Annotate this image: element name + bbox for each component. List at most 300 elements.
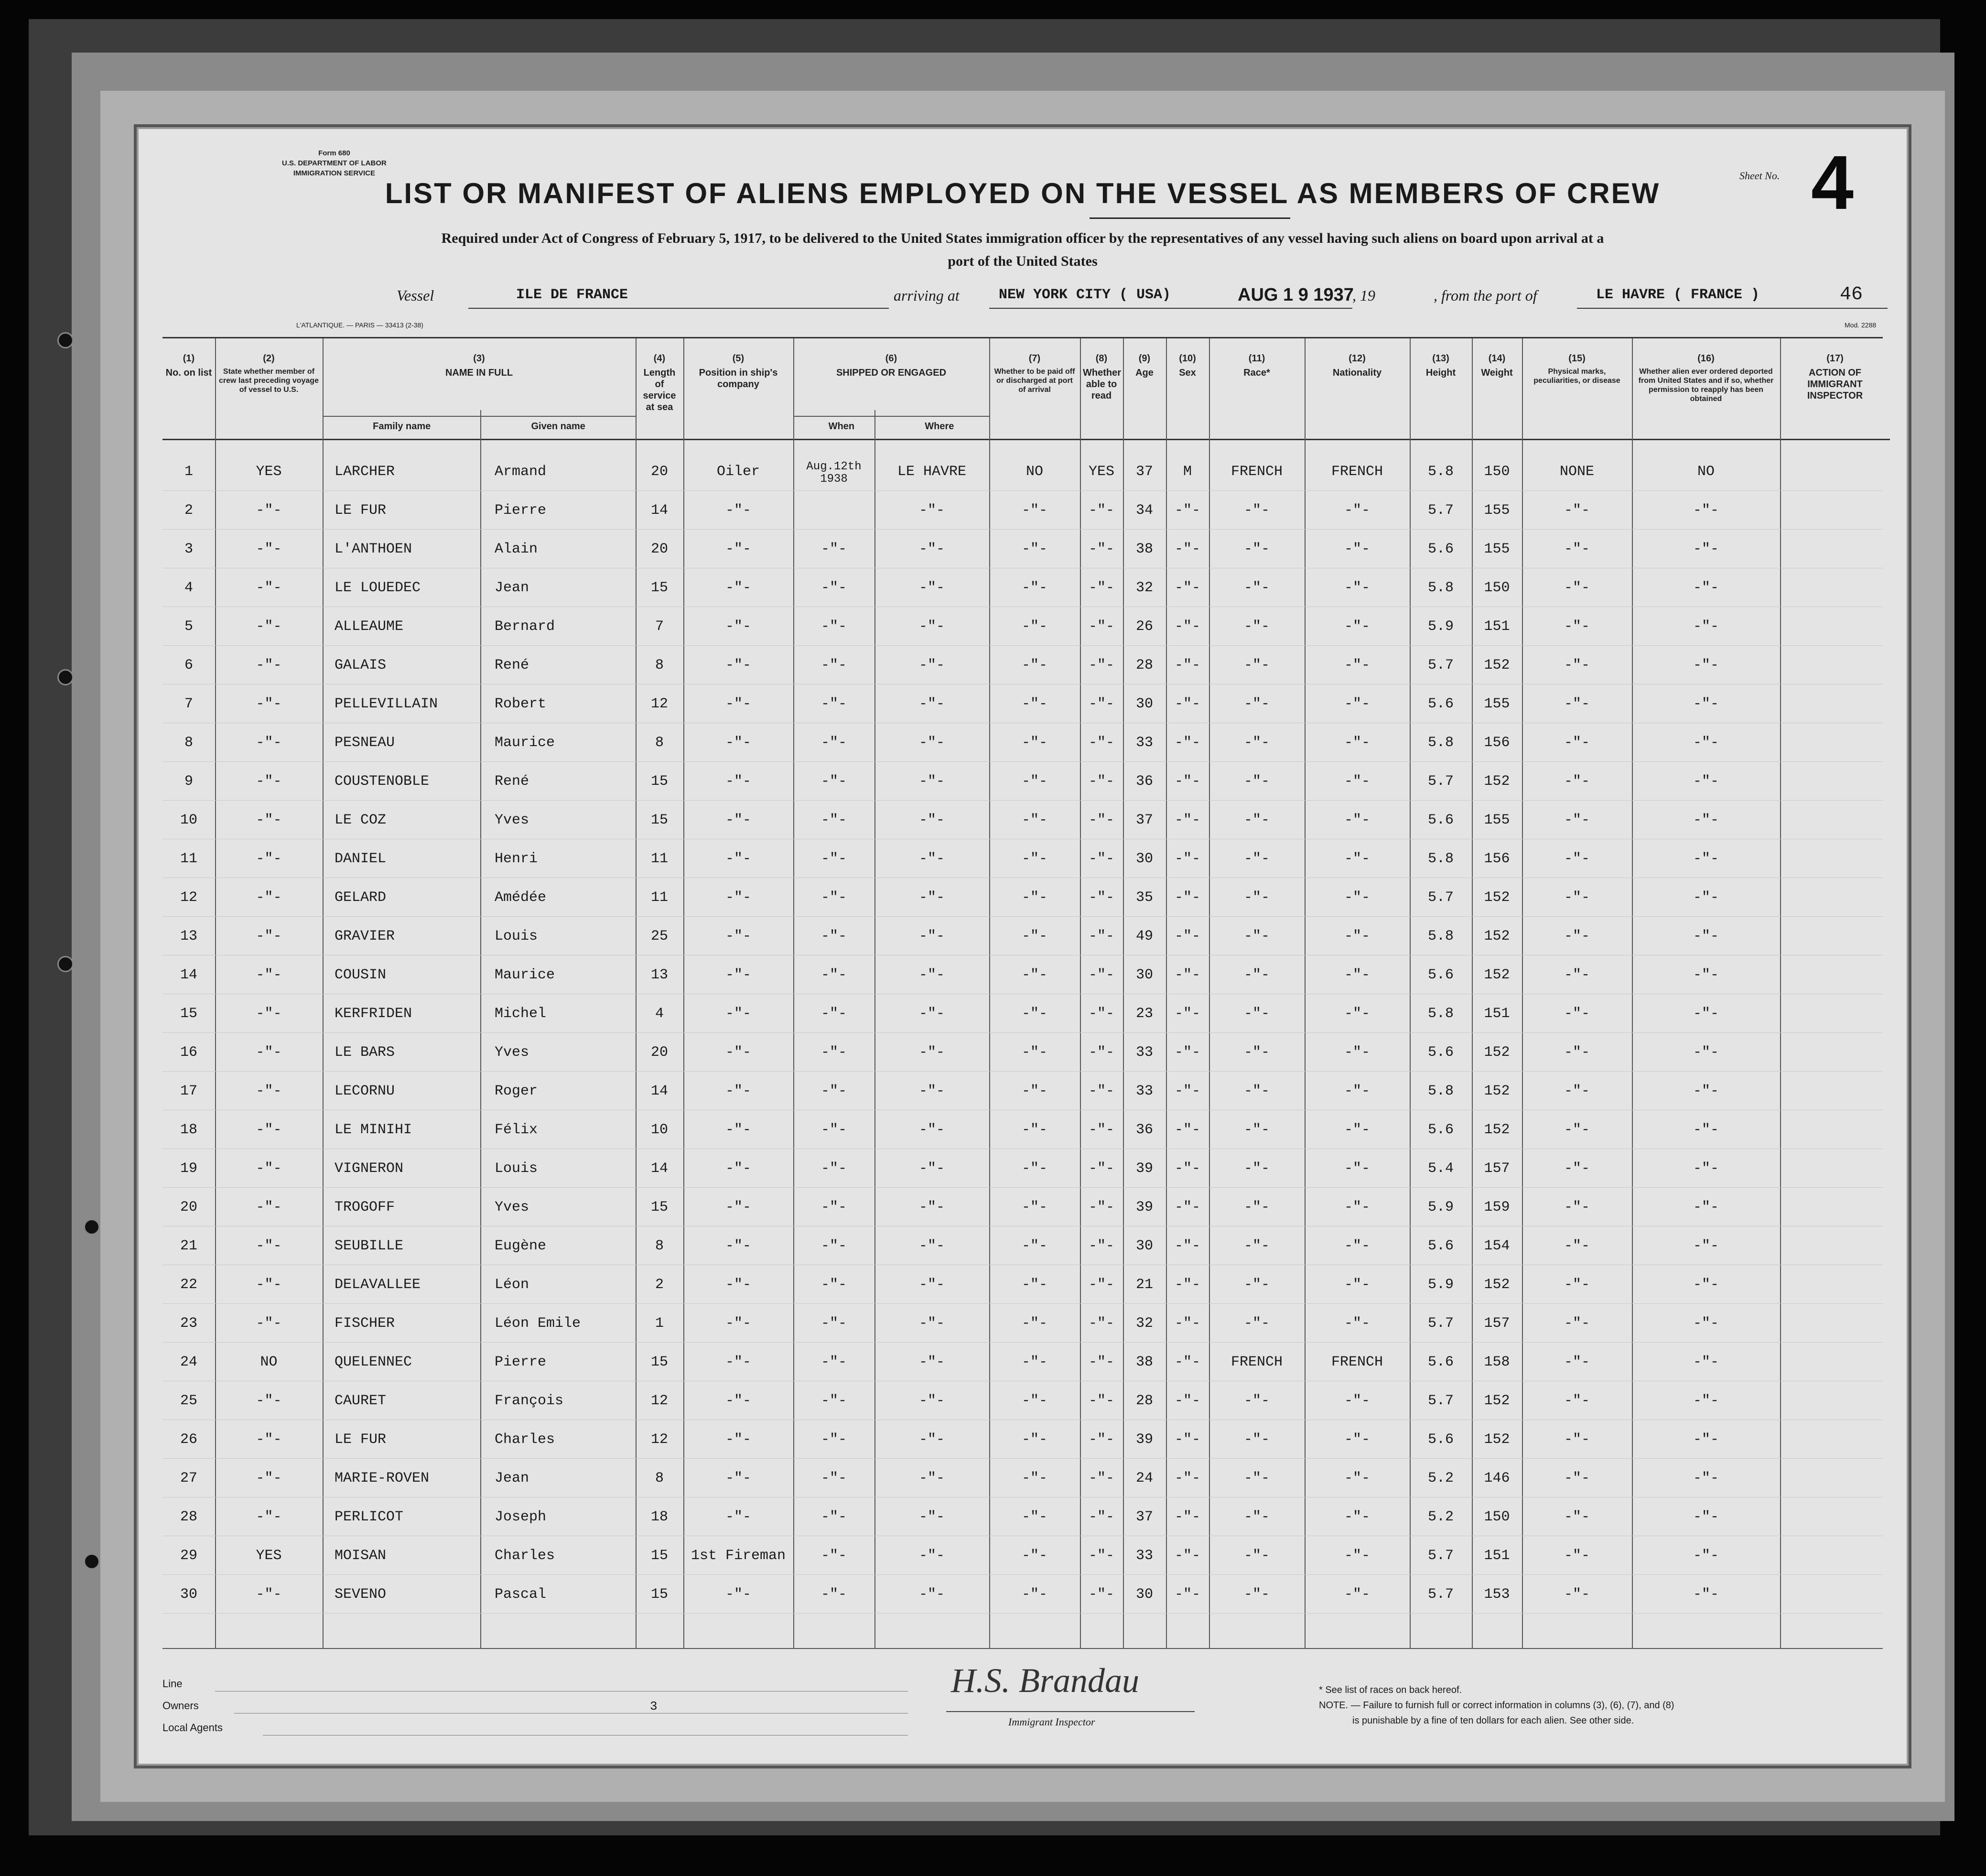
table-row xyxy=(162,1460,1883,1497)
cell-sex: -"- xyxy=(1174,1315,1200,1332)
cell-prev: -"- xyxy=(256,1006,282,1022)
column-number: (4) xyxy=(653,353,666,364)
column-sublabel: Family name xyxy=(373,421,431,432)
table-row xyxy=(162,1111,1883,1149)
table-row xyxy=(162,1421,1883,1459)
cell-race: FRENCH xyxy=(1230,464,1283,480)
cell-sex: -"- xyxy=(1174,696,1200,712)
punch-hole xyxy=(57,332,74,348)
column-header-10 xyxy=(1166,338,1209,440)
cell-weight: 156 xyxy=(1484,735,1510,751)
cell-marks: NONE xyxy=(1559,464,1594,480)
cell-given: Roger xyxy=(495,1083,538,1099)
cell-weight: 155 xyxy=(1484,541,1510,557)
cell-paid: -"- xyxy=(1021,1315,1047,1332)
cell-nat: -"- xyxy=(1344,1083,1370,1099)
year-label: , 19 xyxy=(1352,287,1375,304)
cell-weight: 150 xyxy=(1484,1509,1510,1525)
footer-labels xyxy=(162,1673,223,1739)
cell-given: Maurice xyxy=(495,735,555,751)
cell-service: 8 xyxy=(655,1470,664,1486)
cell-where: -"- xyxy=(918,1470,945,1486)
cell-prev: YES xyxy=(256,464,282,480)
cell-paid: -"- xyxy=(1021,541,1047,557)
cell-sex: -"- xyxy=(1174,657,1200,673)
column-label: SHIPPED OR ENGAGED xyxy=(836,368,947,378)
cell-family: PESNEAU xyxy=(335,735,395,751)
cell-marks: -"- xyxy=(1564,1393,1590,1409)
cell-service: 20 xyxy=(650,1044,668,1061)
cell-given: Jean xyxy=(495,1470,529,1486)
column-label: State whether member of crew last preceding voyage of vessel to U.S. xyxy=(219,368,319,394)
cell-deported: -"- xyxy=(1693,889,1719,906)
cell-prev: -"- xyxy=(256,1044,282,1061)
cell-weight: 152 xyxy=(1484,1122,1510,1138)
cell-given: Yves xyxy=(495,1044,529,1061)
column-header-17 xyxy=(1780,338,1890,440)
cell-where: -"- xyxy=(918,1354,945,1370)
column-header-7 xyxy=(989,338,1080,440)
cell-given: Armand xyxy=(495,464,547,480)
cell-nat: -"- xyxy=(1344,928,1370,944)
cell-when: -"- xyxy=(820,773,847,790)
sheet-label: Sheet No. xyxy=(1739,170,1780,182)
cell-nat: FRENCH xyxy=(1331,464,1383,480)
column-header-5 xyxy=(683,338,793,440)
cell-sex: -"- xyxy=(1174,1083,1200,1099)
cell-service: 15 xyxy=(650,1199,668,1215)
column-header-15 xyxy=(1522,338,1632,440)
cell-paid: -"- xyxy=(1021,1509,1047,1525)
cell-read: -"- xyxy=(1088,580,1114,596)
form-number: Form 680 xyxy=(318,149,350,157)
cell-when: -"- xyxy=(820,1315,847,1332)
cell-sex: -"- xyxy=(1174,1199,1200,1215)
arrival-date-stamp: AUG 1 9 1937 xyxy=(1238,285,1354,305)
column-label: Length of service at sea xyxy=(643,368,676,412)
cell-deported: -"- xyxy=(1693,580,1719,596)
cell-read: YES xyxy=(1088,464,1114,480)
cell-where: -"- xyxy=(918,657,945,673)
cell-read: -"- xyxy=(1088,1044,1114,1061)
cell-weight: 151 xyxy=(1484,618,1510,635)
cell-prev: NO xyxy=(260,1354,278,1370)
cell-no: 8 xyxy=(184,735,193,751)
cell-when: -"- xyxy=(820,541,847,557)
cell-height: 5.8 xyxy=(1427,735,1454,751)
cell-prev: -"- xyxy=(256,967,282,983)
title-underline xyxy=(1090,217,1290,219)
cell-prev: -"- xyxy=(256,1470,282,1486)
cell-no: 30 xyxy=(180,1586,197,1603)
cell-age: 33 xyxy=(1135,1083,1153,1099)
cell-nat: -"- xyxy=(1344,1006,1370,1022)
cell-race: -"- xyxy=(1243,735,1270,751)
cell-sex: -"- xyxy=(1174,928,1200,944)
cell-sex: -"- xyxy=(1174,812,1200,828)
cell-when: -"- xyxy=(820,1431,847,1448)
cell-read: -"- xyxy=(1088,812,1114,828)
cell-race: -"- xyxy=(1243,580,1270,596)
cell-no: 22 xyxy=(180,1277,197,1293)
cell-where: -"- xyxy=(918,541,945,557)
cell-read: -"- xyxy=(1088,1122,1114,1138)
cell-family: CAURET xyxy=(335,1393,387,1409)
cell-paid: -"- xyxy=(1021,618,1047,635)
cell-read: -"- xyxy=(1088,1006,1114,1022)
cell-no: 23 xyxy=(180,1315,197,1332)
cell-given: Bernard xyxy=(495,618,555,635)
cell-family: VIGNERON xyxy=(335,1160,404,1177)
cell-when: -"- xyxy=(820,1238,847,1254)
cell-marks: -"- xyxy=(1564,1509,1590,1525)
cell-where: -"- xyxy=(918,889,945,906)
cell-paid: -"- xyxy=(1021,1393,1047,1409)
cell-where: -"- xyxy=(918,1586,945,1603)
cell-height: 5.4 xyxy=(1427,1160,1454,1177)
cell-age: 28 xyxy=(1135,657,1153,673)
column-label: Whether able to read xyxy=(1083,368,1121,401)
cell-family: SEUBILLE xyxy=(335,1238,404,1254)
cell-race: -"- xyxy=(1243,1122,1270,1138)
cell-position: -"- xyxy=(725,1199,751,1215)
cell-where: -"- xyxy=(918,851,945,867)
cell-service: 8 xyxy=(655,657,664,673)
cell-when: -"- xyxy=(820,1277,847,1293)
cell-paid: -"- xyxy=(1021,696,1047,712)
cell-position: -"- xyxy=(725,1122,751,1138)
column-header-6 xyxy=(793,338,989,440)
cell-age: 30 xyxy=(1135,851,1153,867)
table-row xyxy=(162,1382,1883,1420)
cell-race: -"- xyxy=(1243,657,1270,673)
cell-sex: -"- xyxy=(1174,1586,1200,1603)
cell-age: 36 xyxy=(1135,1122,1153,1138)
cell-deported: -"- xyxy=(1693,1509,1719,1525)
cell-read: -"- xyxy=(1088,1160,1114,1177)
cell-given: Michel xyxy=(495,1006,547,1022)
cell-height: 5.6 xyxy=(1427,696,1454,712)
cell-race: -"- xyxy=(1243,1083,1270,1099)
table-row xyxy=(162,1305,1883,1343)
cell-where: -"- xyxy=(918,1083,945,1099)
cell-age: 34 xyxy=(1135,502,1153,519)
cell-sex: -"- xyxy=(1174,1431,1200,1448)
cell-paid: -"- xyxy=(1021,928,1047,944)
cell-weight: 151 xyxy=(1484,1548,1510,1564)
cell-read: -"- xyxy=(1088,1393,1114,1409)
cell-paid: -"- xyxy=(1021,1586,1047,1603)
cell-prev: -"- xyxy=(256,1277,282,1293)
cell-family: LE FUR xyxy=(335,502,387,519)
cell-paid: NO xyxy=(1025,464,1043,480)
cell-service: 4 xyxy=(655,1006,664,1022)
column-label: NAME IN FULL xyxy=(445,368,513,378)
cell-height: 5.8 xyxy=(1427,464,1454,480)
column-label: ACTION OF IMMIGRANT INSPECTOR xyxy=(1807,368,1863,401)
cell-age: 30 xyxy=(1135,967,1153,983)
cell-height: 5.6 xyxy=(1427,1238,1454,1254)
cell-service: 1 xyxy=(655,1315,664,1332)
cell-given: Joseph xyxy=(495,1509,547,1525)
cell-deported: -"- xyxy=(1693,1431,1719,1448)
cell-height: 5.2 xyxy=(1427,1509,1454,1525)
mod-mark: Mod. 2288 xyxy=(1845,321,1877,329)
cell-family: COUSTENOBLE xyxy=(335,773,430,790)
cell-sex: -"- xyxy=(1174,1509,1200,1525)
cell-paid: -"- xyxy=(1021,812,1047,828)
column-number: (11) xyxy=(1248,353,1265,364)
cell-position: -"- xyxy=(725,502,751,519)
cell-read: -"- xyxy=(1088,889,1114,906)
cell-prev: -"- xyxy=(256,1315,282,1332)
cell-weight: 151 xyxy=(1484,1006,1510,1022)
cell-where: -"- xyxy=(918,696,945,712)
cell-no: 7 xyxy=(184,696,193,712)
cell-race: -"- xyxy=(1243,1277,1270,1293)
column-label: Race* xyxy=(1243,368,1270,378)
cell-no: 17 xyxy=(180,1083,197,1099)
column-label: No. on list xyxy=(165,368,212,378)
cell-weight: 159 xyxy=(1484,1199,1510,1215)
cell-nat: -"- xyxy=(1344,1277,1370,1293)
cell-prev: YES xyxy=(256,1548,282,1564)
cell-prev: -"- xyxy=(256,812,282,828)
arrival-port: NEW YORK CITY ( USA) xyxy=(999,287,1171,303)
table-row xyxy=(162,724,1883,762)
cell-when: -"- xyxy=(820,1393,847,1409)
cell-nat: -"- xyxy=(1344,1470,1370,1486)
cell-height: 5.8 xyxy=(1427,1006,1454,1022)
cell-where: -"- xyxy=(918,1122,945,1138)
cell-marks: -"- xyxy=(1564,1044,1590,1061)
cell-family: KERFRIDEN xyxy=(335,1006,412,1022)
cell-nat: -"- xyxy=(1344,1586,1370,1603)
cell-service: 15 xyxy=(650,1548,668,1564)
cell-nat: -"- xyxy=(1344,1548,1370,1564)
cell-when: -"- xyxy=(820,1509,847,1525)
cell-when: -"- xyxy=(820,1354,847,1370)
cell-given: Yves xyxy=(495,1199,529,1215)
cell-position: -"- xyxy=(725,580,751,596)
cell-race: -"- xyxy=(1243,773,1270,790)
column-header-1 xyxy=(162,338,215,440)
cell-weight: 154 xyxy=(1484,1238,1510,1254)
cell-sex: M xyxy=(1183,464,1192,480)
cell-height: 5.9 xyxy=(1427,618,1454,635)
cell-sex: -"- xyxy=(1174,618,1200,635)
cell-weight: 156 xyxy=(1484,851,1510,867)
inspector-label: Immigrant Inspector xyxy=(1008,1716,1095,1728)
column-header-16 xyxy=(1632,338,1780,440)
cell-where: -"- xyxy=(918,967,945,983)
column-number: (14) xyxy=(1488,353,1506,364)
cell-family: MARIE-ROVEN xyxy=(335,1470,430,1486)
cell-race: -"- xyxy=(1243,1199,1270,1215)
cell-deported: -"- xyxy=(1693,851,1719,867)
cell-when: -"- xyxy=(820,1470,847,1486)
cell-position: -"- xyxy=(725,1431,751,1448)
cell-family: GALAIS xyxy=(335,657,387,673)
cell-weight: 155 xyxy=(1484,812,1510,828)
cell-paid: -"- xyxy=(1021,502,1047,519)
cell-no: 10 xyxy=(180,812,197,828)
cell-nat: FRENCH xyxy=(1331,1354,1383,1370)
column-sublabel: Where xyxy=(925,421,954,432)
cell-given: René xyxy=(495,657,529,673)
column-label: Weight xyxy=(1481,368,1513,378)
cell-service: 13 xyxy=(650,967,668,983)
cell-family: LE MINIHI xyxy=(335,1122,412,1138)
cell-position: -"- xyxy=(725,1470,751,1486)
cell-nat: -"- xyxy=(1344,580,1370,596)
column-label: Whether alien ever ordered deported from United States and if so, whether permission to reapply has been obtained xyxy=(1638,368,1774,403)
cell-where: -"- xyxy=(918,1509,945,1525)
punch-hole xyxy=(84,1553,100,1570)
cell-position: -"- xyxy=(725,967,751,983)
table-row xyxy=(162,1266,1883,1304)
cell-given: Eugène xyxy=(495,1238,547,1254)
cell-given: Léon xyxy=(495,1277,529,1293)
cell-nat: -"- xyxy=(1344,1160,1370,1177)
column-label: Sex xyxy=(1179,368,1196,378)
cell-height: 5.8 xyxy=(1427,1083,1454,1099)
cell-service: 14 xyxy=(650,502,668,519)
cell-paid: -"- xyxy=(1021,1548,1047,1564)
cell-height: 5.6 xyxy=(1427,1122,1454,1138)
cell-when: -"- xyxy=(820,1199,847,1215)
cell-where: -"- xyxy=(918,812,945,828)
cell-family: GELARD xyxy=(335,889,387,906)
inspector-signature: H.S. Brandau xyxy=(951,1661,1139,1700)
cell-family: MOISAN xyxy=(335,1548,387,1564)
cell-prev: -"- xyxy=(256,889,282,906)
cell-marks: -"- xyxy=(1564,502,1590,519)
cell-age: 26 xyxy=(1135,618,1153,635)
cell-read: -"- xyxy=(1088,773,1114,790)
cell-no: 26 xyxy=(180,1431,197,1448)
cell-nat: -"- xyxy=(1344,502,1370,519)
column-number: (8) xyxy=(1095,353,1108,364)
cell-weight: 152 xyxy=(1484,1393,1510,1409)
cell-family: LECORNU xyxy=(335,1083,395,1099)
cell-marks: -"- xyxy=(1564,851,1590,867)
cell-race: -"- xyxy=(1243,1509,1270,1525)
cell-family: QUELENNEC xyxy=(335,1354,412,1370)
cell-service: 12 xyxy=(650,1393,668,1409)
page-title: LIST OR MANIFEST OF ALIENS EMPLOYED ON THE VESSEL AS MEMBERS OF CREW xyxy=(385,177,1661,209)
cell-family: FISCHER xyxy=(335,1315,395,1332)
column-header-4 xyxy=(636,338,683,440)
cell-race: -"- xyxy=(1243,1238,1270,1254)
cell-when: -"- xyxy=(820,657,847,673)
cell-paid: -"- xyxy=(1021,1199,1047,1215)
cell-paid: -"- xyxy=(1021,1083,1047,1099)
column-header-14 xyxy=(1472,338,1522,440)
cell-nat: -"- xyxy=(1344,812,1370,828)
cell-race: -"- xyxy=(1243,889,1270,906)
cell-read: -"- xyxy=(1088,657,1114,673)
cell-position: -"- xyxy=(725,1315,751,1332)
cell-race: -"- xyxy=(1243,967,1270,983)
cell-position: -"- xyxy=(725,851,751,867)
table-row xyxy=(162,569,1883,607)
cell-sex: -"- xyxy=(1174,851,1200,867)
cell-weight: 157 xyxy=(1484,1315,1510,1332)
cell-read: -"- xyxy=(1088,1431,1114,1448)
underline xyxy=(468,308,889,309)
cell-age: 33 xyxy=(1135,735,1153,751)
cell-race: -"- xyxy=(1243,541,1270,557)
cell-marks: -"- xyxy=(1564,541,1590,557)
cell-age: 21 xyxy=(1135,1277,1153,1293)
cell-family: LE BARS xyxy=(335,1044,395,1061)
cell-deported: -"- xyxy=(1693,1238,1719,1254)
cell-marks: -"- xyxy=(1564,1199,1590,1215)
cell-when: -"- xyxy=(820,1586,847,1603)
cell-deported: -"- xyxy=(1693,1083,1719,1099)
cell-weight: 152 xyxy=(1484,1044,1510,1061)
cell-race: -"- xyxy=(1243,1470,1270,1486)
cell-given: Yves xyxy=(495,812,529,828)
column-label: Nationality xyxy=(1332,368,1382,378)
cell-read: -"- xyxy=(1088,502,1114,519)
cell-when: -"- xyxy=(820,696,847,712)
column-number: (2) xyxy=(263,353,275,364)
cell-position: -"- xyxy=(725,1006,751,1022)
cell-service: 15 xyxy=(650,812,668,828)
reference-number: 46 xyxy=(1840,284,1863,305)
cell-race: -"- xyxy=(1243,502,1270,519)
cell-paid: -"- xyxy=(1021,735,1047,751)
cell-nat: -"- xyxy=(1344,735,1370,751)
cell-sex: -"- xyxy=(1174,541,1200,557)
cell-paid: -"- xyxy=(1021,773,1047,790)
cell-age: 38 xyxy=(1135,1354,1153,1370)
cell-height: 5.6 xyxy=(1427,1044,1454,1061)
cell-prev: -"- xyxy=(256,1122,282,1138)
table-row xyxy=(162,492,1883,530)
cell-race: -"- xyxy=(1243,1006,1270,1022)
cell-marks: -"- xyxy=(1564,1122,1590,1138)
cell-deported: -"- xyxy=(1693,618,1719,635)
from-port-label: , from the port of xyxy=(1434,287,1537,304)
cell-prev: -"- xyxy=(256,618,282,635)
cell-no: 4 xyxy=(184,580,193,596)
cell-height: 5.8 xyxy=(1427,851,1454,867)
cell-read: -"- xyxy=(1088,696,1114,712)
cell-service: 18 xyxy=(650,1509,668,1525)
table-row xyxy=(162,879,1883,917)
cell-no: 14 xyxy=(180,967,197,983)
cell-no: 1 xyxy=(184,464,193,480)
cell-position: -"- xyxy=(725,1277,751,1293)
cell-paid: -"- xyxy=(1021,1431,1047,1448)
cell-family: LE LOUEDEC xyxy=(335,580,421,596)
cell-nat: -"- xyxy=(1344,541,1370,557)
cell-family: GRAVIER xyxy=(335,928,395,944)
cell-given: René xyxy=(495,773,529,790)
cell-position: -"- xyxy=(725,541,751,557)
cell-marks: -"- xyxy=(1564,657,1590,673)
cell-family: DANIEL xyxy=(335,851,387,867)
cell-given: Pierre xyxy=(495,1354,547,1370)
cell-service: 12 xyxy=(650,696,668,712)
cell-family: TROGOFF xyxy=(335,1199,395,1215)
cell-marks: -"- xyxy=(1564,889,1590,906)
cell-nat: -"- xyxy=(1344,967,1370,983)
cell-service: 15 xyxy=(650,1354,668,1370)
